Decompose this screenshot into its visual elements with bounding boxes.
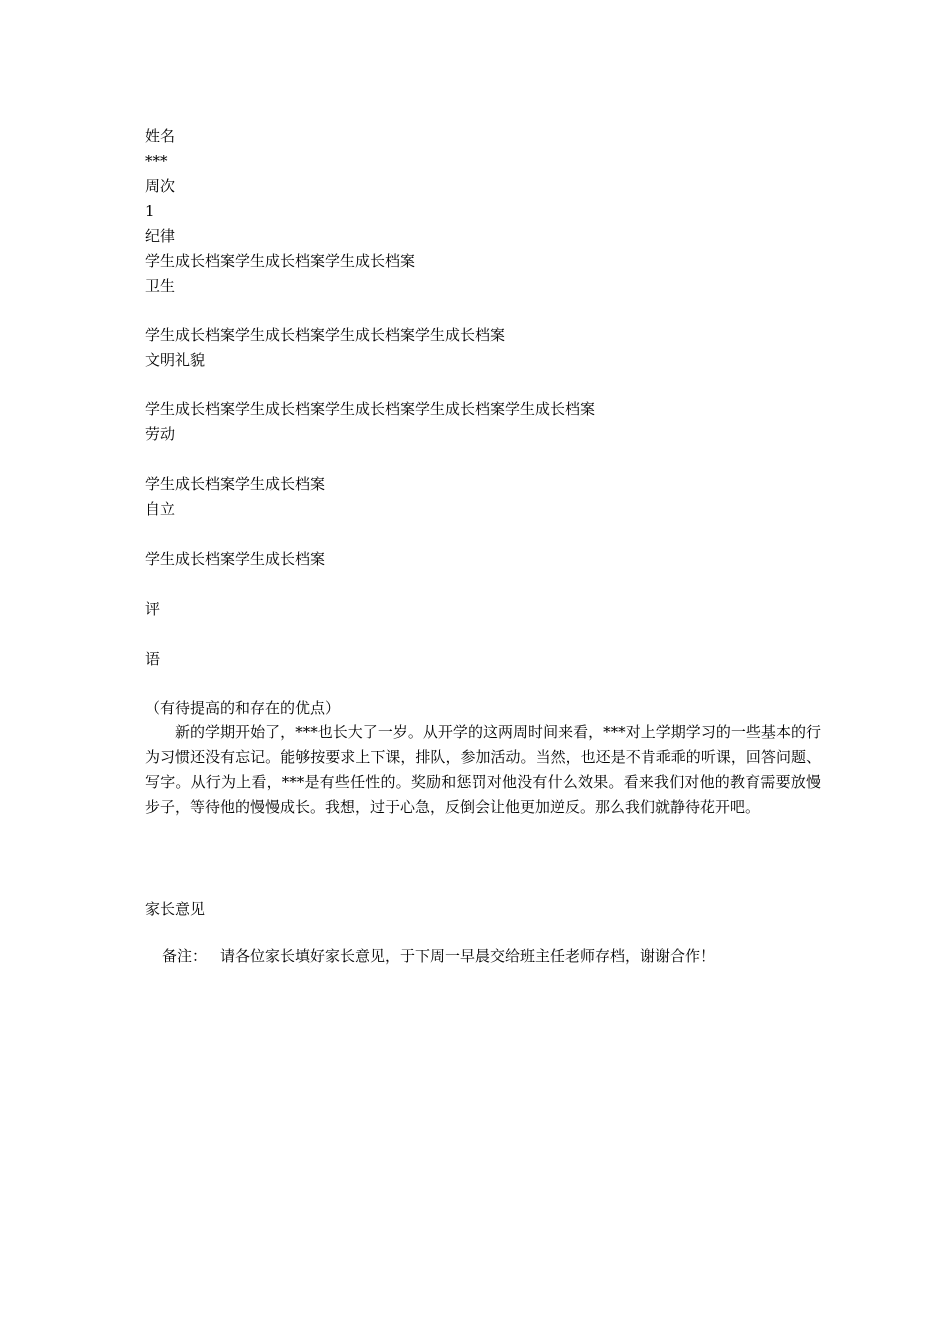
comment-body: 新的学期开始了，***也长大了一岁。从开学的这两周时间来看，***对上学期学习的一些基本的行为习惯还没有忘记。能够按要求上下课，排队，参加活动。当然，也还是不肯乖乖的听课，回答问题、写字。从行为上看，***是有些任性的。奖励和惩罚对他没有什么效果。看来我们对他的教育需要放慢步子，等待他的慢慢成长。我想，过于心急，反倒会让他更加逆反。那么我们就静待花开吧。 <box>145 723 821 816</box>
manners-label: 文明礼貌 <box>145 351 206 369</box>
note <box>162 944 715 969</box>
hygiene-label: 卫生 <box>145 277 176 295</box>
labor-value: 学生成长档案学生成长档案 <box>145 475 326 493</box>
hygiene-value: 学生成长档案学生成长档案学生成长档案学生成长档案 <box>145 326 506 344</box>
manners-value: 学生成长档案学生成长档案学生成长档案学生成长档案学生成长档案 <box>145 400 596 418</box>
comment-hint: （有待提高的和存在的优点） <box>145 699 341 717</box>
discipline-value: 学生成长档案学生成长档案学生成长档案 <box>145 252 416 270</box>
name-value: *** <box>145 152 168 170</box>
comment-label-char-1: 评 <box>145 600 161 618</box>
parent-opinion-label: 家长意见 <box>145 900 206 918</box>
independence-label: 自立 <box>145 500 176 518</box>
note-label: 备注： <box>162 947 208 965</box>
independence-value: 学生成长档案学生成长档案 <box>145 550 326 568</box>
comment-label-char-2: 语 <box>145 650 161 668</box>
discipline-label: 纪律 <box>145 227 176 245</box>
name-label: 姓名 <box>145 127 176 145</box>
note-text: 请各位家长填好家长意见，于下周一早晨交给班主任老师存档，谢谢合作！ <box>220 947 716 965</box>
week-value: 1 <box>145 202 155 220</box>
labor-label: 劳动 <box>145 425 176 443</box>
week-label: 周次 <box>145 177 176 195</box>
